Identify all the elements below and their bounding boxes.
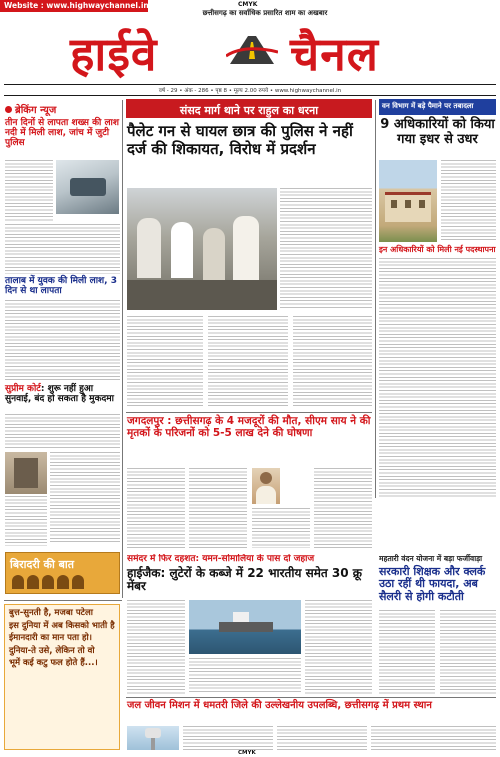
lead-headline: पैलेट गन से घायल छात्र की पुलिस ने नहीं दर्ज की शिकायत, विरोध में प्रदर्शन [127,122,353,158]
left-story3-title: शुरू नहीं हुआ सुनवाई, बंद हो सकता है मुकदमा [5,384,114,405]
middle-body-col2 [189,468,247,548]
breaking-news-label [5,102,56,116]
left-story3-headline: सुप्रीम कोर्ट: शुरू नहीं हुआ सुनवाई, बंद हो सकता है मुकदमा [5,384,114,405]
right-kicker-bar [379,99,496,115]
highway-logo [226,34,278,64]
edition-bottom-rule [4,95,496,96]
masthead-right: चैनल [290,27,379,81]
jal-body-col1 [183,726,273,750]
tagline: छत्तीसगढ़ का सर्वाधिक प्रसारित शाम का अखबार [202,9,328,17]
footer-promo-line1: बुत्त-सुनती है, मजबा पटेला [9,608,93,618]
biradari-title: बिरादरी की बात [10,558,75,571]
footer-promo-line2: इस दुनिया में अब किसको भाती है [9,620,115,631]
mahtari-body-col2 [440,610,496,694]
lead-banner [126,99,372,118]
cm-portrait-photo [252,468,280,504]
footer-promo-box [4,604,120,750]
middle-body-col1 [127,468,185,548]
lead-body-col1 [280,188,372,310]
lead-body-col4 [293,316,372,408]
left-story1-headline: तीन दिनों से लापता शख्स की लाश नदी में मिली लाश, जांच में जुटी पुलिस [5,118,120,149]
middle-body-col4 [314,468,372,548]
lead-photo-protest [127,188,277,310]
mahtari-body-col1 [379,610,435,694]
left-story2-body [5,300,120,380]
forest-office-photo [379,160,437,242]
footer-promo-line3: ईमानदारी का मान पता हो। [9,633,92,644]
yemen-body-col1 [127,600,185,694]
right-column-divider [375,100,376,498]
footer-promo-line4: दुनिया-ते उसे, लेकिन तो वो [9,645,95,656]
jal-headline: जल जीवन मिशन में धमतरी जिले की उल्लेखनीय उपलब्धि, छत्तीसगढ़ में प्रथम स्थान [127,700,432,711]
middle-top-rule [126,412,372,413]
yemen-body-col3 [305,600,372,694]
footer-promo-line5: भूमें कई कटु फल होते हैं...। [9,658,98,669]
water-tank-photo [127,726,179,750]
left-story1-body-b [5,224,120,274]
jal-body-col2 [277,726,367,750]
biradari-figures [12,575,112,589]
mahtari-headline: सरकारी शिक्षक और क्लर्क उठा रहीं थी फायदा, अब सैलरी से होगी कटौती [379,565,486,603]
jal-top-rule [4,600,122,601]
website-url[interactable]: Website : www.highwaychannel.in [4,1,149,10]
left-story3-body-b [50,452,120,542]
left-story2-headline: तालाब में युवक की मिली लाश, 3 दिन से था लापता [5,276,117,297]
yemen-kicker: समंदर में फिर दहशत: यमन-सोमालिया के पास दो जहाज [127,554,315,564]
jal-body-col3 [371,726,496,750]
masthead [0,22,500,81]
right-body-a [441,160,496,242]
breaking-news-title: ब्रेकिंग न्यूज [15,105,57,116]
right-headline: 9 अधिकारियों को किया गया इधर से उधर [380,117,495,147]
left-story3-body-c [5,496,47,546]
ship-photo [189,600,301,654]
edition-top-rule [4,84,496,85]
left-story1-photo [56,160,119,214]
mahtari-kicker: महतारी वंदन योजना में बड़ा फर्जीवाड़ा [379,554,483,563]
edition-line: वर्ष - 29 • अंक - 286 • पृष्ठ 8 • मूल्य 2.00 रुपये • www.highwaychannel.in [158,88,342,94]
supreme-court-photo [5,452,47,494]
lead-body-col2 [127,316,203,408]
yemen-headline: हाईजैक: लुटेरों के कब्जे में 22 भारतीय समेत 30 क्रू मेंबर [127,566,363,594]
bottom-cmyk-mark: CMYK [238,750,256,756]
left-story1-body-a [5,160,53,222]
left-column-divider [122,100,123,598]
yemen-body-col2 [189,658,301,694]
right-body-b [379,258,496,498]
breaking-news-dot [5,106,12,113]
masthead-left: हाईवे [70,27,158,81]
lead-banner-text: संसद मार्ग थाने पर राहुल का धरना [179,104,319,117]
right-kicker: वन विभाग में बड़े पैमाने पर तबादला [382,102,474,110]
lead-body-col3 [208,316,288,408]
jal-section-rule [126,697,496,698]
middle-headline: जगदलपुर : छत्तीसगढ़ के 4 मजदूरों की मौत, सीएम साय ने की मृतकों के परिजनों को 5-5 लाख देने की घोषणा [127,415,371,439]
biradari-promo [5,552,120,594]
right-subhead: इन अधिकारियों को मिली नई पदस्थापना [379,245,496,254]
middle-body-col3 [252,508,310,548]
website-bar [0,0,148,12]
left-story3-prefix: सुप्रीम कोर्ट [5,384,41,394]
cmyk-mark: CMYK [238,1,258,8]
left-story3-body-a [5,414,120,450]
